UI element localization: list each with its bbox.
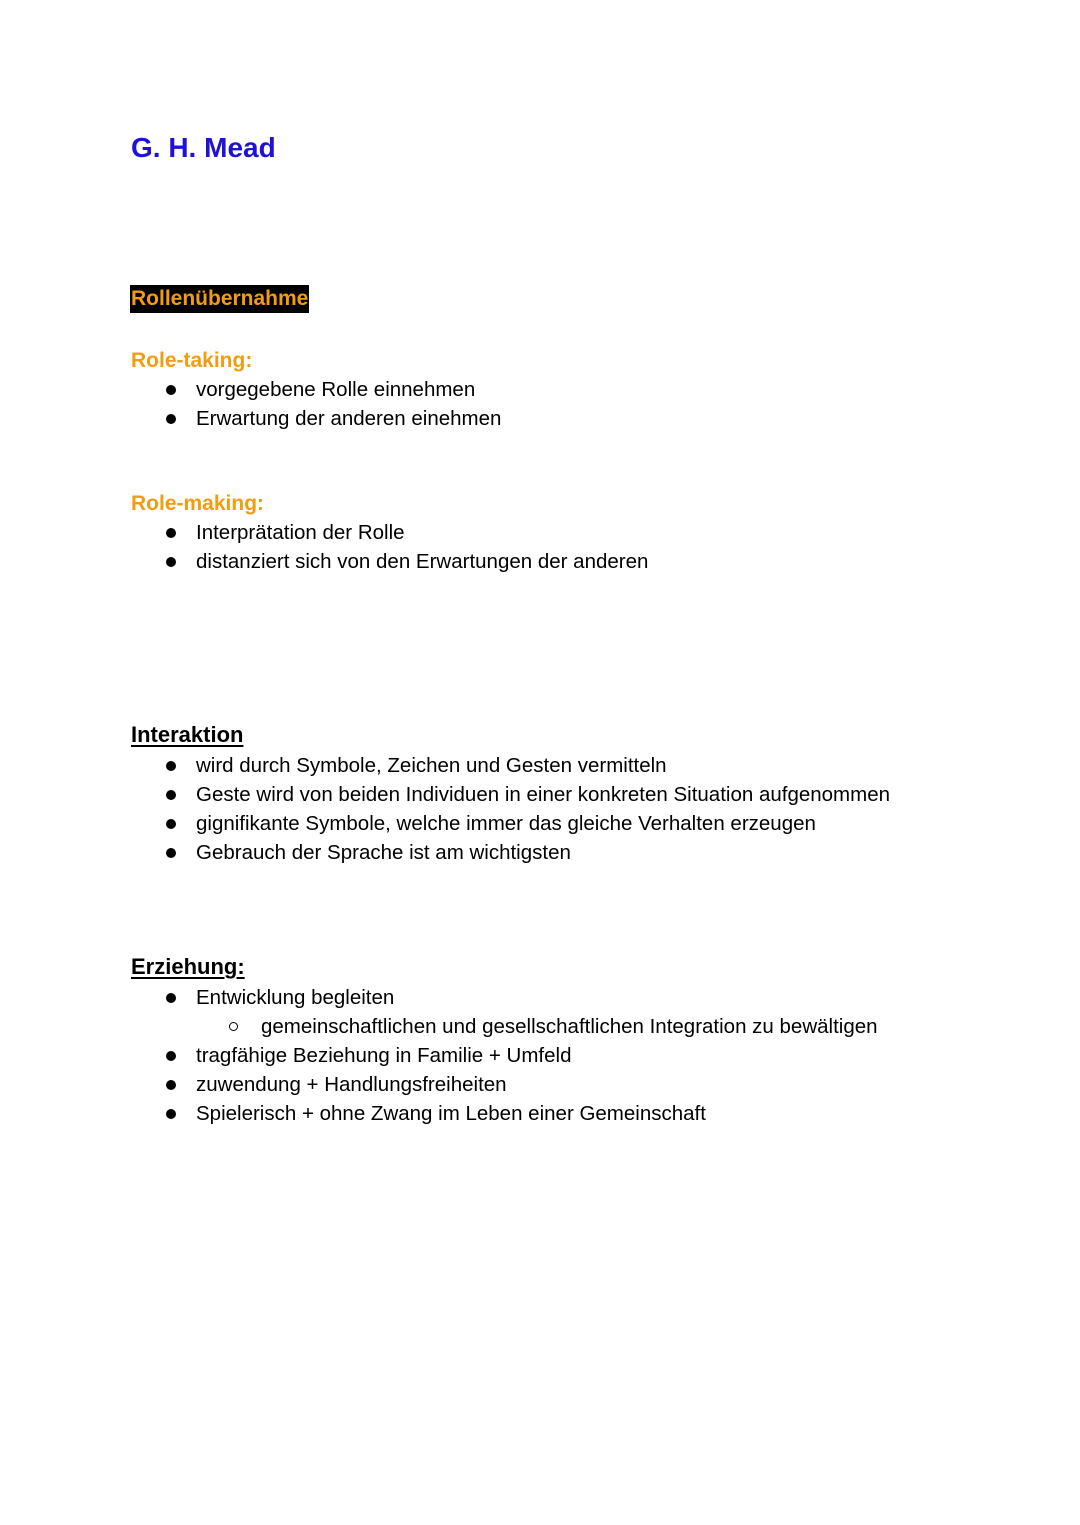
bullet-icon [166,1080,176,1090]
list-item: Erwartung der anderen einehmen [0,404,1000,433]
bullet-icon [166,819,176,829]
bullet-icon [166,528,176,538]
role-making-label: Role-making: [131,492,265,515]
bullet-icon [166,1109,176,1119]
bullet-icon [166,848,176,858]
interaktion-list [0,751,1000,867]
erziehung-list [0,983,1000,1128]
bullet-icon [166,414,176,424]
list-item: Spielerisch + ohne Zwang im Leben einer Gemeinschaft [0,1099,1000,1128]
bullet-icon [166,993,176,1003]
list-item: gignifikante Symbole, welche immer das gleiche Verhalten erzeugen [0,809,1000,838]
role-making-list [0,518,1000,576]
role-taking-list [0,375,1000,433]
role-taking-label: Role-taking: [131,349,253,372]
list-item: Gebrauch der Sprache ist am wichtigsten [0,838,1000,867]
bullet-icon [166,385,176,395]
list-item: Geste wird von beiden Individuen in einer konkreten Situation aufgenommen [0,780,1000,809]
hollow-bullet-icon [229,1022,238,1031]
section-heading-erziehung: Erziehung: [131,954,245,979]
section-heading-interaktion: Interaktion [131,722,244,747]
list-item: Entwicklung begleiten [0,983,1000,1012]
list-item: tragfähige Beziehung in Familie + Umfeld [0,1041,1000,1070]
list-item: zuwendung + Handlungsfreiheiten [0,1070,1000,1099]
list-item: wird durch Symbole, Zeichen und Gesten vermitteln [0,751,1000,780]
section-heading-rollenuebernahme: Rollenübernahme [130,285,309,313]
list-item: Interprätation der Rolle [0,518,1000,547]
bullet-icon [166,761,176,771]
list-item: distanziert sich von den Erwartungen der anderen [0,547,1000,576]
bullet-icon [166,790,176,800]
bullet-icon [166,557,176,567]
list-item: vorgegebene Rolle einnehmen [0,375,1000,404]
bullet-icon [166,1051,176,1061]
sub-list-item: gemeinschaftlichen und gesellschaftlichen Integration zu bewältigen [0,1012,1000,1041]
page-title: G. H. Mead [131,132,276,163]
